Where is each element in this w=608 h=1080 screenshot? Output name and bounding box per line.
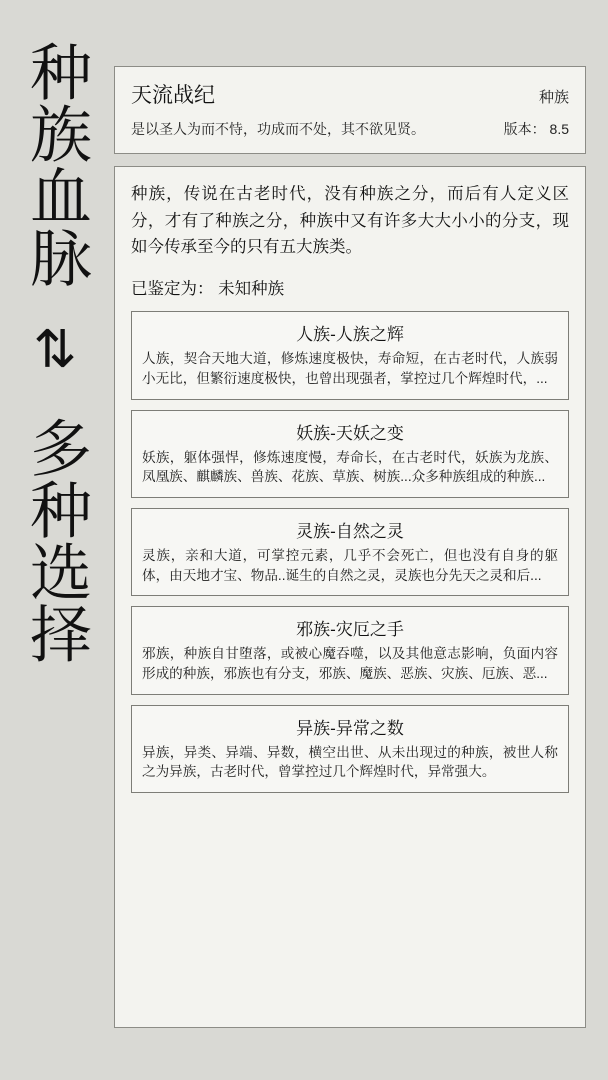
race-panel bbox=[114, 166, 586, 1028]
identified-status: 已鉴定为： 未知种族 bbox=[131, 280, 285, 299]
race-name: 人族-人族之辉 bbox=[296, 325, 404, 345]
race-description: 邪族，种族自甘堕落，或被心魔吞噬，以及其他意志影响，负面内容形成的种族，邪族也有分支，邪族、魔族、恶族、灾族、厄族、恶... bbox=[142, 646, 558, 682]
race-name: 邪族-灾厄之手 bbox=[296, 620, 404, 640]
race-name: 妖族-天妖之变 bbox=[296, 423, 404, 443]
lore-text: 种族，传说在古老时代，没有种族之分，而后有人定义区分，才有了种族之分，种族中又有许多大大小小的分支，现如今传承至今的只有五大族类。 bbox=[131, 185, 569, 257]
race-list bbox=[131, 311, 569, 793]
race-description: 灵族，亲和大道，可掌控元素，几乎不会死亡，但也没有自身的躯体，由天地才宝、物品..诞生的自然之灵，灵族也分先天之灵和后... bbox=[142, 547, 558, 583]
rail-top-text: 种族血脉 bbox=[19, 40, 93, 288]
page-title: 天流战纪 bbox=[131, 84, 215, 107]
rail-bottom-text: 多种选择 bbox=[19, 416, 93, 664]
version-label: 版本： 8.5 bbox=[503, 121, 569, 137]
header-top-row bbox=[131, 79, 569, 109]
race-description: 人族，契合天地大道，修炼速度极快，寿命短，在古老时代，人族弱小无比，但繁衍速度极快，也曾出现强者，掌控过几个辉煌时代，... bbox=[142, 351, 558, 386]
header-bottom-row bbox=[131, 119, 569, 139]
list-item[interactable] bbox=[131, 606, 569, 694]
race-name: 灵族-自然之灵 bbox=[296, 521, 404, 541]
up-down-arrows-icon: ⇅ bbox=[33, 321, 77, 379]
header-card bbox=[114, 66, 586, 154]
list-item[interactable] bbox=[131, 410, 569, 498]
left-decoration-rail bbox=[0, 0, 110, 1080]
list-item[interactable] bbox=[131, 705, 569, 793]
subtitle-text: 是以圣人为而不恃，功成而不处，其不欲见贤。 bbox=[131, 121, 425, 137]
list-item[interactable] bbox=[131, 508, 569, 596]
section-label: 种族 bbox=[538, 89, 569, 106]
main-content bbox=[110, 0, 608, 1080]
race-description: 异族，异类、异端、异数，横空出世、从未出现过的种族，被世人称之为异族，古老时代，曾掌控过几个辉煌时代，异常强大。 bbox=[142, 744, 558, 780]
list-item[interactable] bbox=[131, 311, 569, 399]
race-name: 异族-异常之数 bbox=[296, 718, 404, 738]
race-description: 妖族，躯体强悍，修炼速度慢，寿命长，在古老时代，妖族为龙族、凤凰族、麒麟族、兽族、花族、草族、树族...众多种族组成的种族... bbox=[142, 449, 558, 485]
